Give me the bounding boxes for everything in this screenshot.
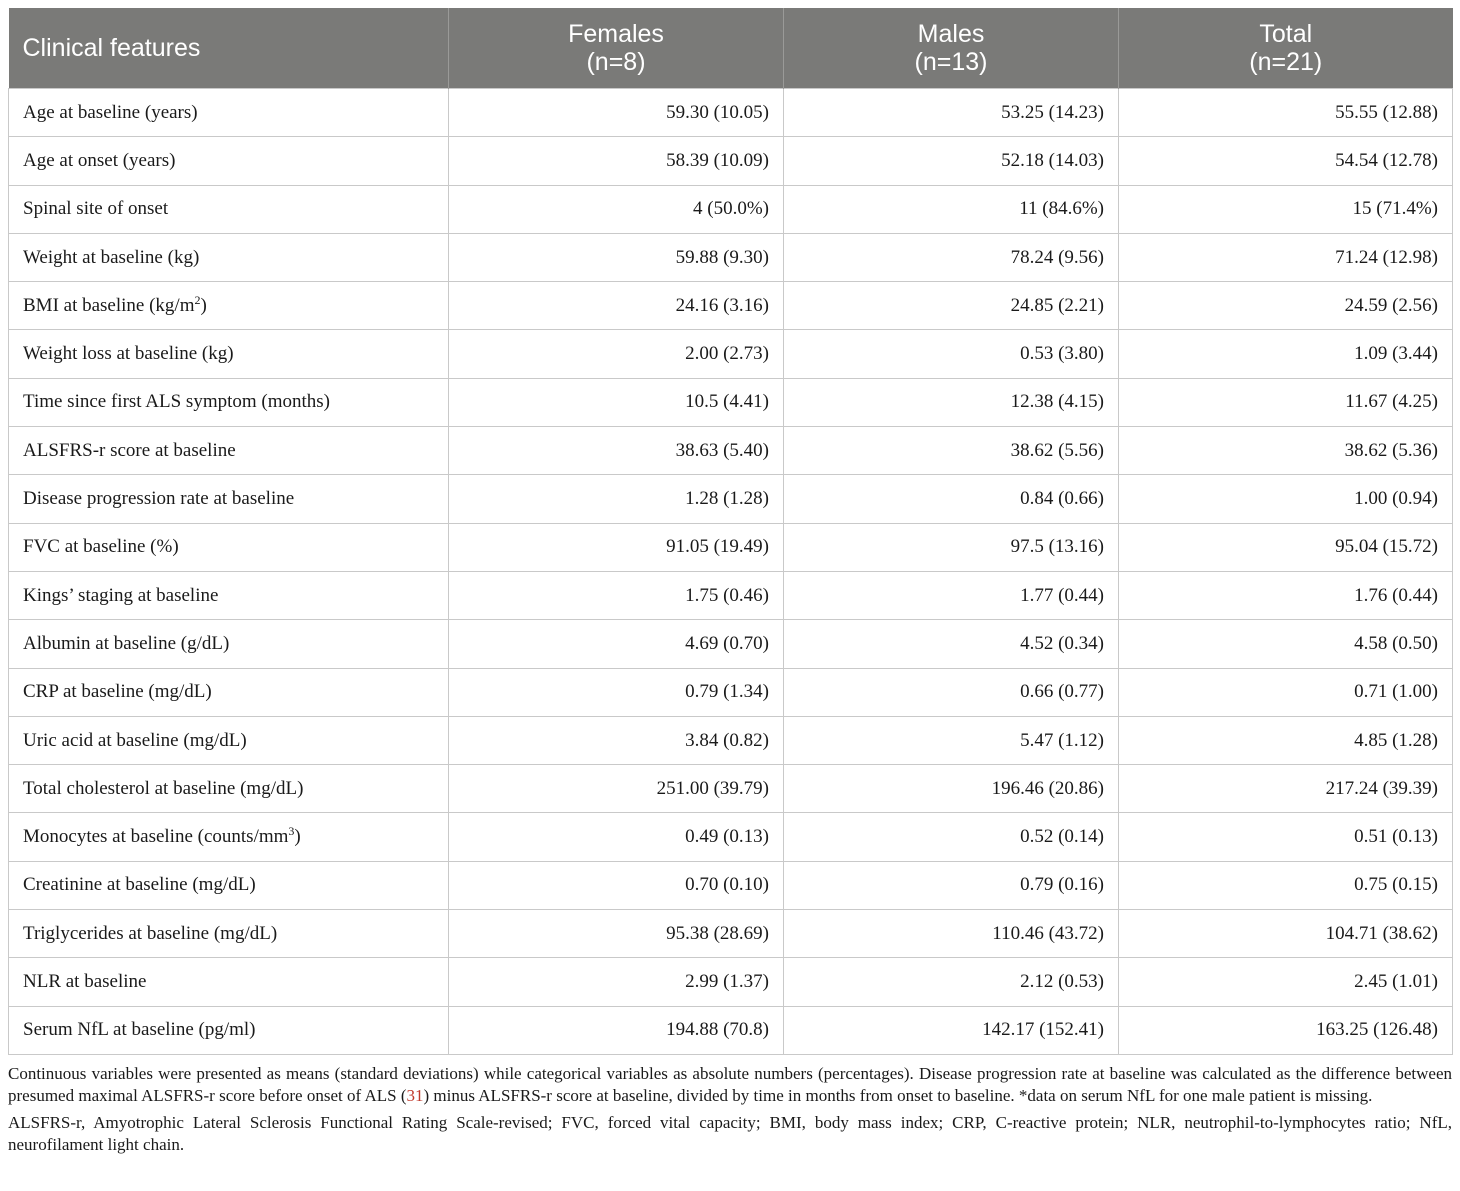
footnote-methods [8, 1063, 1452, 1108]
cell-total: 0.71 (1.00) [1119, 668, 1453, 716]
cell-females: 0.70 (0.10) [449, 861, 784, 909]
cell-females: 38.63 (5.40) [449, 427, 784, 475]
row-label [9, 958, 449, 1006]
cell-total: 0.51 (0.13) [1119, 813, 1453, 861]
table-row [9, 716, 1453, 764]
header-females [449, 8, 784, 89]
cell-males: 5.47 (1.12) [784, 716, 1119, 764]
table-row [9, 185, 1453, 233]
row-label-text: Weight loss at baseline (kg) [23, 343, 234, 365]
cell-females: 58.39 (10.09) [449, 137, 784, 185]
header-females-n: (n=8) [586, 48, 646, 76]
cell-males: 24.85 (2.21) [784, 282, 1119, 330]
table-row [9, 137, 1453, 185]
cell-females: 1.75 (0.46) [449, 571, 784, 619]
cell-males: 78.24 (9.56) [784, 233, 1119, 281]
cell-males: 0.79 (0.16) [784, 861, 1119, 909]
cell-total: 1.09 (3.44) [1119, 330, 1453, 378]
row-label-text: Age at onset (years) [23, 149, 176, 171]
row-label-text: Uric acid at baseline (mg/dL) [23, 729, 247, 751]
row-label-suffix: ) [294, 826, 301, 848]
row-label-superscript: 3 [288, 824, 295, 839]
cell-males: 0.66 (0.77) [784, 668, 1119, 716]
row-label-superscript: 2 [194, 292, 201, 307]
row-label-text: Albumin at baseline (g/dL) [23, 632, 230, 654]
cell-females: 0.49 (0.13) [449, 813, 784, 861]
cell-males: 0.52 (0.14) [784, 813, 1119, 861]
cell-males: 97.5 (13.16) [784, 523, 1119, 571]
row-label-text: Weight at baseline (kg) [23, 246, 200, 268]
table-row [9, 378, 1453, 426]
cell-females: 2.99 (1.37) [449, 958, 784, 1006]
header-total-n: (n=21) [1249, 48, 1323, 76]
row-label-text: Disease progression rate at baseline [23, 488, 295, 510]
cell-total: 38.62 (5.36) [1119, 427, 1453, 475]
row-label [9, 233, 449, 281]
cell-total: 55.55 (12.88) [1119, 89, 1453, 137]
row-label-text: Age at baseline (years) [23, 101, 198, 123]
row-label-text: FVC at baseline (%) [23, 536, 179, 558]
row-label [9, 620, 449, 668]
table-row [9, 1006, 1453, 1054]
cell-females: 194.88 (70.8) [449, 1006, 784, 1054]
cell-total: 2.45 (1.01) [1119, 958, 1453, 1006]
table-row [9, 958, 1453, 1006]
cell-total: 71.24 (12.98) [1119, 233, 1453, 281]
row-label-text: CRP at baseline (mg/dL) [23, 681, 212, 703]
cell-total: 54.54 (12.78) [1119, 137, 1453, 185]
row-label-text: Spinal site of onset [23, 198, 169, 220]
header-males-label: Males [917, 20, 985, 48]
row-label [9, 910, 449, 958]
cell-males: 196.46 (20.86) [784, 765, 1119, 813]
table-row [9, 330, 1453, 378]
cell-total: 4.85 (1.28) [1119, 716, 1453, 764]
row-label [9, 427, 449, 475]
table-body [9, 89, 1453, 1055]
cell-males: 38.62 (5.56) [784, 427, 1119, 475]
cell-males: 52.18 (14.03) [784, 137, 1119, 185]
table-row [9, 475, 1453, 523]
cell-females: 0.79 (1.34) [449, 668, 784, 716]
row-label [9, 1006, 449, 1054]
table-row [9, 668, 1453, 716]
table-row [9, 233, 1453, 281]
cell-females: 91.05 (19.49) [449, 523, 784, 571]
row-label [9, 668, 449, 716]
row-label [9, 330, 449, 378]
cell-males: 110.46 (43.72) [784, 910, 1119, 958]
footnote-methods-text-1: Continuous variables were presented as means (standard deviations) while categorical variables as absolute numbers (percentages). Disease progression rate at baseline was calculated as the difference between presumed maximal ALSFRS-r score before onset of ALS ( [8, 1063, 1452, 1106]
cell-males: 4.52 (0.34) [784, 620, 1119, 668]
cell-males: 142.17 (152.41) [784, 1006, 1119, 1054]
table-row [9, 910, 1453, 958]
row-label [9, 523, 449, 571]
row-label [9, 185, 449, 233]
table-row [9, 523, 1453, 571]
row-label [9, 378, 449, 426]
row-label [9, 475, 449, 523]
footnote-abbreviations: ALSFRS-r, Amyotrophic Lateral Sclerosis Functional Rating Scale-revised; FVC, forced vital capacity; BMI, body mass index; CRP, C-reactive protein; NLR, neutrophil-to-lymphocytes ratio; NfL, neurofilament light chain. [8, 1112, 1452, 1155]
row-label [9, 89, 449, 137]
table-footnotes [8, 1063, 1452, 1157]
row-label-text: Monocytes at baseline (counts/mm [23, 826, 289, 848]
cell-females: 59.30 (10.05) [449, 89, 784, 137]
cell-females: 2.00 (2.73) [449, 330, 784, 378]
table-row [9, 813, 1453, 861]
cell-total: 4.58 (0.50) [1119, 620, 1453, 668]
cell-males: 12.38 (4.15) [784, 378, 1119, 426]
cell-females: 24.16 (3.16) [449, 282, 784, 330]
header-males [784, 8, 1119, 89]
cell-total: 217.24 (39.39) [1119, 765, 1453, 813]
cell-total: 1.76 (0.44) [1119, 571, 1453, 619]
row-label [9, 571, 449, 619]
header-clinical-features: Clinical features [9, 8, 449, 89]
cell-total: 24.59 (2.56) [1119, 282, 1453, 330]
table-row [9, 765, 1453, 813]
cell-males: 1.77 (0.44) [784, 571, 1119, 619]
table-container [8, 8, 1452, 1161]
row-label-text: NLR at baseline [23, 970, 147, 992]
header-females-label: Females [568, 20, 664, 48]
cell-total: 11.67 (4.25) [1119, 378, 1453, 426]
row-label-text: Total cholesterol at baseline (mg/dL) [23, 777, 304, 799]
row-label [9, 813, 449, 861]
row-label [9, 765, 449, 813]
row-label-text: Triglycerides at baseline (mg/dL) [23, 922, 278, 944]
cell-females: 10.5 (4.41) [449, 378, 784, 426]
row-label-text: ALSFRS-r score at baseline [23, 439, 236, 461]
cell-total: 0.75 (0.15) [1119, 861, 1453, 909]
cell-total: 95.04 (15.72) [1119, 523, 1453, 571]
table-row [9, 282, 1453, 330]
cell-males: 53.25 (14.23) [784, 89, 1119, 137]
row-label [9, 861, 449, 909]
cell-total: 1.00 (0.94) [1119, 475, 1453, 523]
cell-males: 0.84 (0.66) [784, 475, 1119, 523]
cell-females: 1.28 (1.28) [449, 475, 784, 523]
cell-total: 163.25 (126.48) [1119, 1006, 1453, 1054]
table-row [9, 861, 1453, 909]
row-label-text: Kings’ staging at baseline [23, 584, 219, 606]
cell-females: 59.88 (9.30) [449, 233, 784, 281]
cell-females: 3.84 (0.82) [449, 716, 784, 764]
header-total-label: Total [1259, 20, 1313, 48]
cell-total: 15 (71.4%) [1119, 185, 1453, 233]
footnote-methods-text-2: ) minus ALSFRS-r score at baseline, divided by time in months from onset to baseline. *data on serum NfL for one male patient is missing. [423, 1086, 1373, 1106]
row-label [9, 716, 449, 764]
cell-males: 0.53 (3.80) [784, 330, 1119, 378]
header-males-n: (n=13) [914, 48, 988, 76]
cell-females: 4 (50.0%) [449, 185, 784, 233]
row-label [9, 137, 449, 185]
row-label-text: Creatinine at baseline (mg/dL) [23, 874, 256, 896]
cell-males: 2.12 (0.53) [784, 958, 1119, 1006]
table-header-row [9, 8, 1453, 89]
table-row [9, 427, 1453, 475]
cell-females: 95.38 (28.69) [449, 910, 784, 958]
row-label-text: BMI at baseline (kg/m [23, 294, 195, 316]
header-total [1119, 8, 1453, 89]
table-row [9, 89, 1453, 137]
row-label-text: Serum NfL at baseline (pg/ml) [23, 1019, 256, 1041]
row-label-text: Time since first ALS symptom (months) [23, 391, 331, 413]
cell-females: 251.00 (39.79) [449, 765, 784, 813]
row-label [9, 282, 449, 330]
cell-total: 104.71 (38.62) [1119, 910, 1453, 958]
cell-females: 4.69 (0.70) [449, 620, 784, 668]
table-row [9, 620, 1453, 668]
reference-link-31[interactable]: 31 [406, 1086, 424, 1106]
clinical-features-table [8, 8, 1453, 1055]
row-label-suffix: ) [200, 294, 207, 316]
cell-males: 11 (84.6%) [784, 185, 1119, 233]
table-row [9, 571, 1453, 619]
